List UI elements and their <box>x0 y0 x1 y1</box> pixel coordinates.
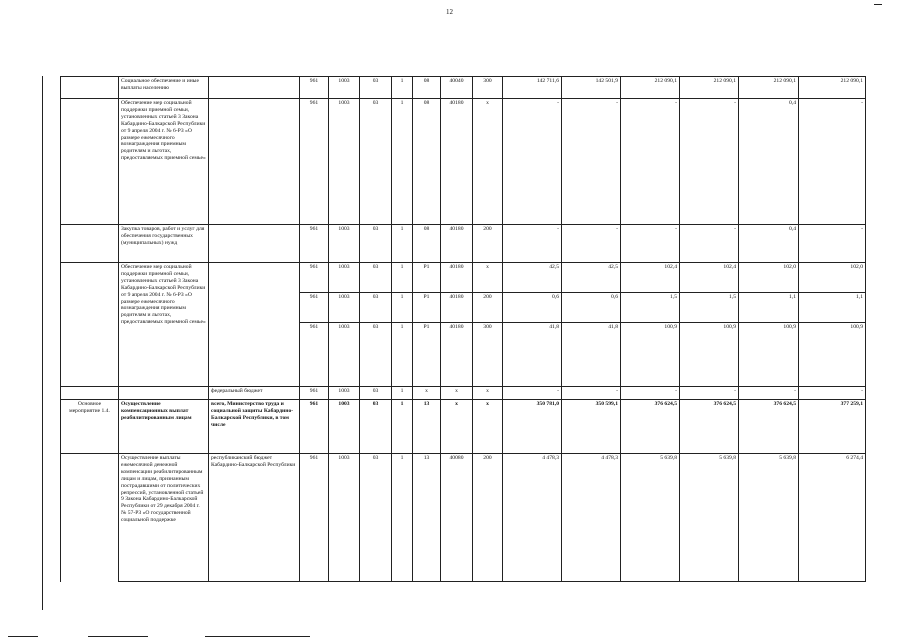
table-row <box>61 77 866 99</box>
cell-rzpr: 1003 <box>329 400 360 454</box>
cell-value: 212 090,1 <box>680 77 739 99</box>
cell-sub1: 03 <box>360 77 392 99</box>
cell-sub1: 03 <box>360 293 392 323</box>
cell-rzpr: 1003 <box>329 77 360 99</box>
cell-sub2: 1 <box>392 293 413 323</box>
cell-value: 100,9 <box>739 323 799 387</box>
cell-rzpr: 1003 <box>329 387 360 400</box>
cell-rzpr: 1003 <box>329 293 360 323</box>
cell-value: - <box>562 99 621 225</box>
cell-sub1: 03 <box>360 400 392 454</box>
cell-grbs: 961 <box>300 400 329 454</box>
row-name: Обеспечение мер социальной поддержки приемной семьи, установленных статьей 3 Закона Кабардино-Балкарской Республики от 9 апреля 2004 г. № 6-РЗ «О размере ежемесячного вознаграждения приемным родителям и льготах, предоставляемых приемной семье» <box>119 263 209 387</box>
cell-value: 1,1 <box>739 293 799 323</box>
cell-value: - <box>799 225 866 263</box>
cell-sub2: 1 <box>392 263 413 293</box>
cell-code: 40180 <box>441 99 473 225</box>
cell-sub3: P1 <box>413 263 441 293</box>
cell-value: 102,0 <box>739 263 799 293</box>
cell-value: - <box>621 387 680 400</box>
cell-value: - <box>503 225 562 263</box>
cell-value: - <box>621 99 680 225</box>
left-margin-line <box>42 76 43 610</box>
cell-sub3: 13 <box>413 454 441 582</box>
cell-value: 102,0 <box>799 263 866 293</box>
cell-sub1: 03 <box>360 263 392 293</box>
cell-value: 4 478,3 <box>503 454 562 582</box>
cell-sub3: P1 <box>413 293 441 323</box>
cell-vr: 200 <box>473 293 503 323</box>
cell-value: - <box>562 225 621 263</box>
cell-value: 4 478,3 <box>562 454 621 582</box>
cell-sub3: 08 <box>413 77 441 99</box>
footer-line-2 <box>88 636 148 637</box>
cell-value: - <box>503 99 562 225</box>
cell-value: 1,5 <box>680 293 739 323</box>
cell-value: 376 624,5 <box>680 400 739 454</box>
cell-sub1: 03 <box>360 323 392 387</box>
cell-sub3: 13 <box>413 400 441 454</box>
row-status: Основное мероприятие 1.4. <box>61 400 119 454</box>
cell-value: 212 090,1 <box>739 77 799 99</box>
row-name: Осуществление выплаты ежемесячной денежной компенсации реабилитированным лицам и лицам, признанным пострадавшими от политических репрессий, установленной статьей 9 Закона Кабардино-Балкарской Республики от 29 декабря 2004 г. № 57-РЗ «О государственной социальной поддержке <box>119 454 209 582</box>
cell-value: 5 639,8 <box>680 454 739 582</box>
cell-grbs: 961 <box>300 225 329 263</box>
row-source: федеральный бюджет <box>209 387 300 400</box>
cell-sub1: 03 <box>360 225 392 263</box>
cell-sub2: 1 <box>392 323 413 387</box>
cell-value: 102,4 <box>680 263 739 293</box>
cell-sub1: 03 <box>360 387 392 400</box>
cell-vr: 300 <box>473 77 503 99</box>
cell-vr: 200 <box>473 454 503 582</box>
cell-vr: х <box>473 263 503 293</box>
cell-value: 102,4 <box>621 263 680 293</box>
cell-sub3: 08 <box>413 225 441 263</box>
cell-value: 142 711,6 <box>503 77 562 99</box>
cell-value: 350 599,1 <box>562 400 621 454</box>
cell-value: 1,1 <box>799 293 866 323</box>
cell-code: х <box>441 400 473 454</box>
cell-value: 0,6 <box>562 293 621 323</box>
cell-value: 376 624,5 <box>739 400 799 454</box>
cell-rzpr: 1003 <box>329 225 360 263</box>
row-source <box>209 77 300 99</box>
cell-sub2: 1 <box>392 400 413 454</box>
row-source <box>209 99 300 225</box>
cell-vr: 200 <box>473 225 503 263</box>
cell-value: 100,9 <box>621 323 680 387</box>
cell-sub3: P1 <box>413 323 441 387</box>
cell-sub3: х <box>413 387 441 400</box>
row-name: Социальное обеспечение и иные выплаты населению <box>119 77 209 99</box>
cell-value: - <box>680 225 739 263</box>
cell-grbs: 961 <box>300 99 329 225</box>
row-source <box>209 263 300 387</box>
table-row <box>61 400 866 454</box>
cell-grbs: 961 <box>300 387 329 400</box>
cell-value: 6 274,4 <box>799 454 866 582</box>
footer-line-1 <box>8 636 38 637</box>
cell-sub2: 1 <box>392 387 413 400</box>
cell-value: 350 781,0 <box>503 400 562 454</box>
cell-value: 142 501,9 <box>562 77 621 99</box>
row-source: республиканский бюджет Кабардино-Балкарской Республики <box>209 454 300 582</box>
cell-value: 5 639,8 <box>739 454 799 582</box>
cell-sub2: 1 <box>392 77 413 99</box>
cell-value: 0,4 <box>739 225 799 263</box>
cell-vr: х <box>473 387 503 400</box>
cell-value: 377 259,1 <box>799 400 866 454</box>
cell-value: 100,9 <box>680 323 739 387</box>
cell-value: 1,5 <box>621 293 680 323</box>
cell-grbs: 961 <box>300 77 329 99</box>
row-name <box>119 387 209 400</box>
row-source <box>209 225 300 263</box>
cell-code: 40180 <box>441 225 473 263</box>
cell-value: - <box>799 387 866 400</box>
cell-value: 0,4 <box>739 99 799 225</box>
cell-value: - <box>799 99 866 225</box>
cell-sub3: 08 <box>413 99 441 225</box>
cell-sub2: 1 <box>392 454 413 582</box>
cell-vr: 300 <box>473 323 503 387</box>
cell-vr: х <box>473 400 503 454</box>
row-name: Обеспечение мер социальной поддержки приемной семьи, установленных статьей 3 Закона Кабардино-Балкарской Республики от 9 апреля 2004 г. № 6-РЗ «О размере ежемесячного вознаграждения приемным родителям и льготах, предоставляемых приемной семье» <box>119 99 209 225</box>
cell-grbs: 961 <box>300 454 329 582</box>
cell-rzpr: 1003 <box>329 454 360 582</box>
cell-value: - <box>680 99 739 225</box>
table-row <box>61 225 866 263</box>
cell-value: 41,8 <box>562 323 621 387</box>
cell-value: 42,5 <box>562 263 621 293</box>
cell-grbs: 961 <box>300 323 329 387</box>
cell-value: 100,9 <box>799 323 866 387</box>
cell-value: 376 624,5 <box>621 400 680 454</box>
cell-value: - <box>680 387 739 400</box>
table-row <box>61 454 866 582</box>
cell-code: 40180 <box>441 263 473 293</box>
table-row <box>61 263 866 293</box>
cell-grbs: 961 <box>300 263 329 293</box>
cell-sub1: 03 <box>360 454 392 582</box>
page-number: 12 <box>446 8 453 16</box>
cell-vr: х <box>473 99 503 225</box>
footer-line-3 <box>205 636 310 637</box>
cell-code: 40180 <box>441 323 473 387</box>
cell-grbs: 961 <box>300 293 329 323</box>
cell-value: 212 090,1 <box>621 77 680 99</box>
budget-table <box>60 76 866 582</box>
corner-mark <box>874 4 882 5</box>
cell-value: 41,8 <box>503 323 562 387</box>
cell-value: - <box>562 387 621 400</box>
cell-code: 40040 <box>441 77 473 99</box>
cell-sub2: 1 <box>392 225 413 263</box>
cell-sub2: 1 <box>392 99 413 225</box>
cell-sub1: 03 <box>360 99 392 225</box>
cell-value: 212 090,1 <box>799 77 866 99</box>
table-row <box>61 99 866 225</box>
cell-code: х <box>441 387 473 400</box>
cell-rzpr: 1003 <box>329 99 360 225</box>
cell-rzpr: 1003 <box>329 263 360 293</box>
cell-rzpr: 1003 <box>329 323 360 387</box>
cell-value: - <box>503 387 562 400</box>
row-name: Закупка товаров, работ и услуг для обеспечения государственных (муниципальных) нужд <box>119 225 209 263</box>
cell-code: 40180 <box>441 293 473 323</box>
cell-value: - <box>739 387 799 400</box>
cell-value: 0,6 <box>503 293 562 323</box>
row-source: всего, Министерство труда и социальной защиты Кабардино-Балкарской Республики, в том числе <box>209 400 300 454</box>
cell-code: 40080 <box>441 454 473 582</box>
cell-value: - <box>621 225 680 263</box>
cell-value: 42,5 <box>503 263 562 293</box>
table-row <box>61 387 866 400</box>
row-name: Осуществление компенсационных выплат реабилитированным лицам <box>119 400 209 454</box>
cell-value: 5 639,8 <box>621 454 680 582</box>
